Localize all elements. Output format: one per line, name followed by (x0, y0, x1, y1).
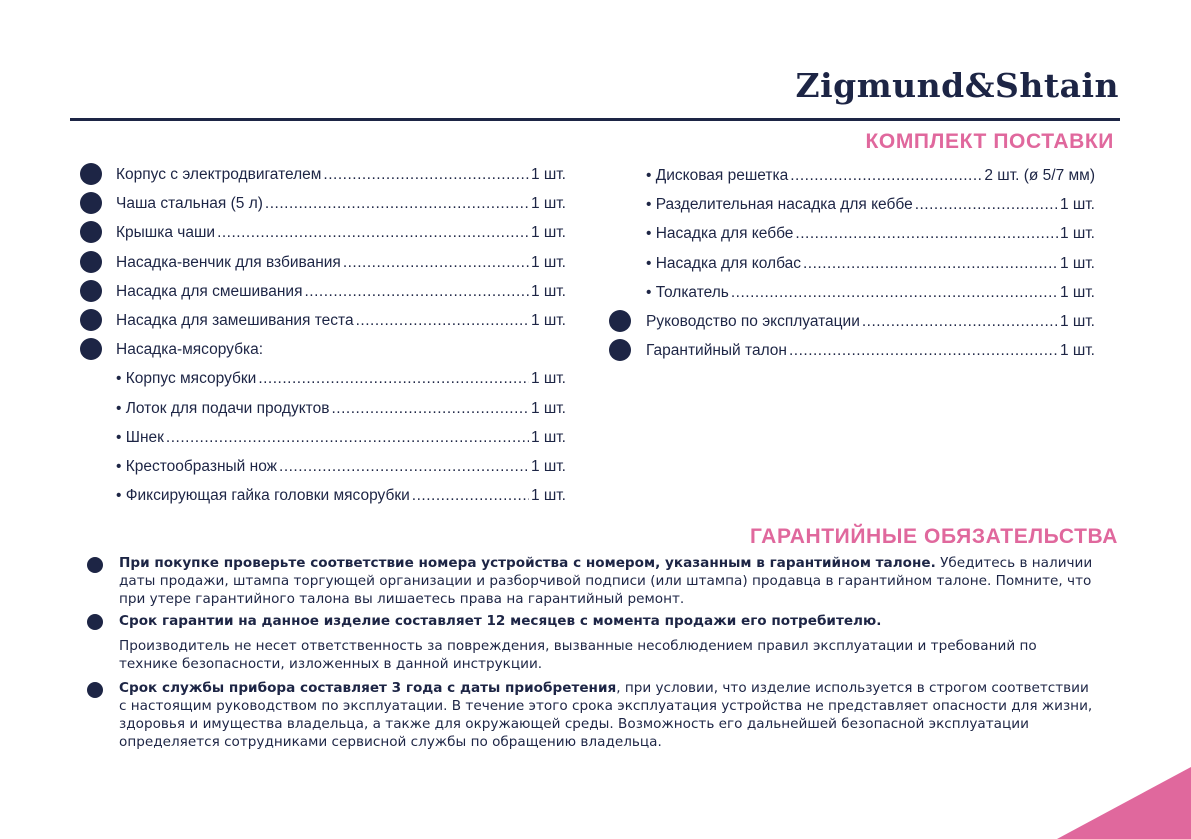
warranty-emphasis: При покупке проверьте соответствие номера устройства с номером, указанным в гарантийном талоне. (119, 555, 936, 571)
dot-leader (412, 481, 529, 510)
list-item (646, 336, 1095, 365)
item-name: • Крестообразный нож (116, 457, 278, 475)
item-name: Насадка для смешивания (116, 282, 303, 300)
item-name: • Шнек (116, 428, 164, 446)
item-name: Корпус с электродвигателем (116, 166, 322, 183)
warranty-emphasis: Срок гарантии на данное изделие составляет 12 месяцев с момента продажи его потребителю. (119, 613, 882, 629)
item-qty: 1 шт. (1059, 196, 1095, 214)
bullet-marker (87, 682, 103, 698)
dot-leader (304, 277, 528, 306)
dot-leader (323, 160, 529, 189)
list-item (116, 248, 566, 277)
item-name: • Насадка для кеббе (646, 225, 794, 243)
item-qty: 1 шт. (530, 311, 566, 329)
bullet-marker (80, 309, 102, 331)
list-item (116, 452, 566, 481)
item-qty: 1 шт. (530, 166, 566, 183)
item-name: • Лоток для подачи продуктов (116, 399, 330, 417)
brand-logo: Zigmund&Shtain (795, 66, 1119, 105)
item-qty: 1 шт. (1059, 254, 1095, 272)
warranty-text: , при условии, что изделие используется в строгом соответствии с настоящим руководством по эксплуатации. В течение этого срока эксплуатация устройства не представляет опасности для жизни, здоровья и имущества владельца, а также для окружающей среды. Возможность его дальнейшей безопасной эксплуатации определяется сотрудниками сервисной службы по обращению владельца. (119, 680, 1093, 750)
item-name: • Разделительная насадка для кеббе (646, 196, 913, 214)
dot-leader (789, 336, 1058, 365)
warranty-title: ГАРАНТИЙНЫЕ ОБЯЗАТЕЛЬСТВА (750, 525, 1118, 548)
list-item (116, 189, 566, 218)
dot-leader (166, 423, 529, 452)
list-item (646, 161, 1095, 190)
item-qty: 1 шт. (1059, 283, 1095, 301)
list-item (116, 394, 566, 423)
item-qty: 1 шт. (530, 399, 566, 417)
item-name: Чаша стальная (5 л) (116, 195, 263, 213)
dot-leader (790, 161, 982, 190)
header-divider (70, 118, 1120, 121)
dot-leader (356, 306, 529, 335)
dot-leader (279, 452, 529, 481)
item-qty: 1 шт. (530, 457, 566, 475)
item-name: • Насадка для колбас (646, 254, 801, 272)
dot-leader (265, 189, 529, 218)
dot-leader (862, 307, 1058, 336)
item-qty: 1 шт. (530, 487, 566, 505)
list-item (116, 364, 566, 393)
item-name: Насадка-мясорубка: (116, 341, 264, 359)
dot-leader (803, 249, 1058, 278)
list-item (116, 423, 566, 452)
item-name: Насадка для замешивания теста (116, 311, 354, 329)
package-list-left (116, 160, 566, 510)
bullet-marker (609, 339, 631, 361)
list-item (116, 481, 566, 510)
item-qty: 1 шт. (1059, 342, 1095, 360)
item-qty: 1 шт. (1059, 225, 1095, 243)
list-item (646, 190, 1095, 219)
item-name: Насадка-венчик для взбивания (116, 253, 341, 271)
item-qty: 1 шт. (530, 370, 566, 388)
bullet-marker (80, 192, 102, 214)
bullet-marker (87, 557, 103, 573)
list-item (116, 160, 566, 189)
item-name: • Корпус мясорубки (116, 370, 257, 388)
corner-decoration (1057, 767, 1191, 839)
item-name: • Дисковая решетка (646, 167, 789, 184)
package-list-right (646, 161, 1095, 365)
list-item (646, 307, 1095, 336)
package-title: КОМПЛЕКТ ПОСТАВКИ (865, 130, 1114, 153)
item-qty: 1 шт. (530, 253, 566, 271)
warranty-paragraph (119, 554, 1099, 608)
bullet-marker (609, 310, 631, 332)
dot-leader (915, 190, 1058, 219)
warranty-paragraph (119, 679, 1099, 751)
item-qty: 1 шт. (530, 428, 566, 446)
warranty-paragraph (119, 612, 1099, 630)
bullet-marker (87, 614, 103, 630)
item-qty: 1 шт. (530, 224, 566, 242)
list-item (116, 277, 566, 306)
item-name: Руководство по эксплуатации (646, 312, 860, 330)
warranty-text: Убедитесь в наличии даты продажи, штампа торгующей организации и разборчивой подписи (или штампа) продавца в гарантийном талоне. Помните, что при утере гарантийного талона вы лишаетесь права на гарантийный ремонт. (119, 555, 1093, 607)
dot-leader (343, 248, 529, 277)
item-name: Крышка чаши (116, 224, 216, 242)
dot-leader (331, 394, 528, 423)
item-qty: 2 шт. (ø 5/7 мм) (984, 167, 1095, 184)
list-item (116, 335, 566, 364)
item-qty: 1 шт. (1059, 312, 1095, 330)
bullet-marker (80, 163, 102, 185)
warranty-text: Производитель не несет ответственность за повреждения, вызванные несоблюдением правил эксплуатации и требований по технике безопасности, изложенных в данной инструкции. (119, 638, 1037, 672)
dot-leader (731, 278, 1058, 307)
list-item (646, 249, 1095, 278)
list-item (646, 219, 1095, 248)
list-item (116, 218, 566, 247)
bullet-marker (80, 338, 102, 360)
item-name: Гарантийный талон (646, 342, 787, 360)
list-item (646, 278, 1095, 307)
item-name: • Толкатель (646, 283, 729, 301)
dot-leader (795, 219, 1058, 248)
bullet-marker (80, 251, 102, 273)
dot-leader (258, 364, 529, 393)
bullet-marker (80, 280, 102, 302)
dot-leader (217, 218, 529, 247)
warranty-emphasis: Срок службы прибора составляет 3 года с даты приобретения (119, 680, 617, 696)
item-qty: 1 шт. (530, 282, 566, 300)
item-name: • Фиксирующая гайка головки мясорубки (116, 487, 410, 505)
list-item (116, 306, 566, 335)
warranty-paragraph (119, 637, 1099, 673)
bullet-marker (80, 221, 102, 243)
item-qty: 1 шт. (530, 195, 566, 213)
